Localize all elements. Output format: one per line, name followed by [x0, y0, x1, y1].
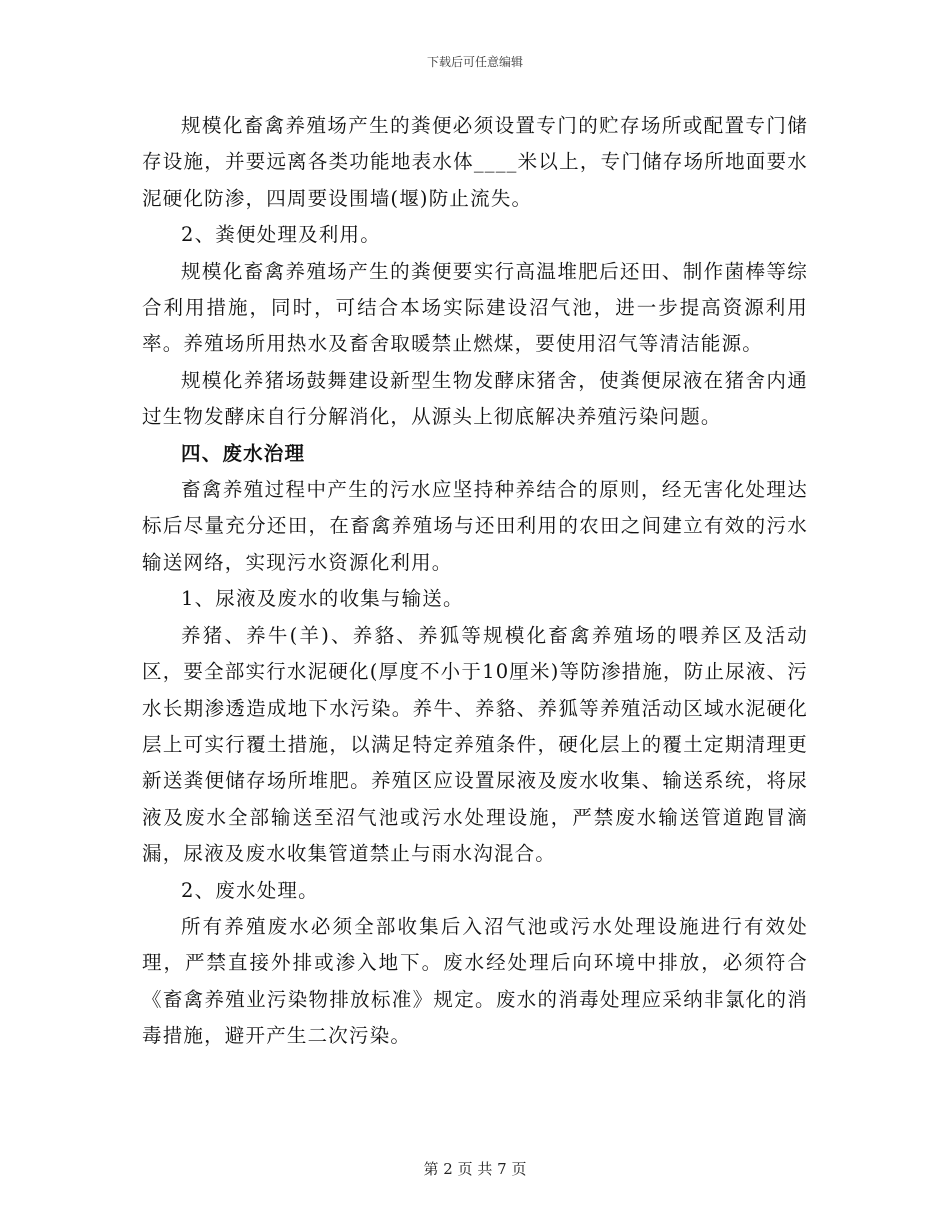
page-header: 下载后可任意编辑 — [426, 55, 523, 69]
subheading-collection: 1、尿液及废水的收集与输送。 — [181, 587, 464, 611]
subheading-manure-treatment: 2、粪便处理及利用。 — [181, 223, 381, 247]
page-footer: 第 2 页 共 7 页 — [423, 1160, 527, 1178]
section-heading-wastewater: 四、废水治理 — [181, 441, 306, 465]
subheading-wastewater-treatment: 2、废水处理。 — [181, 878, 319, 902]
paragraph-collection: 养猪、养牛(羊)、养貉、养狐等规模化畜禽养殖场的喂养区及活动区，要全部实行水泥硬化(厚度不小于10厘米)等防渗措施，防止尿液、污水长期渗透造成地下水污染。养牛、养貉、养狐等养殖活动区域水泥硬化层上可实行覆土措施，以满足特定养殖条件，硬化层上的覆土定期清理更新送粪便储存场所堆肥。养殖区应设置尿液及废水收集、输送系统，将尿液及废水全部输送至沼气池或污水处理设施，严禁废水输送管道跑冒滴漏，尿液及废水收集管道禁止与雨水沟混合。 — [142, 623, 808, 866]
paragraph-wastewater-principle: 畜禽养殖过程中产生的污水应坚持种养结合的原则，经无害化处理达标后尽量充分还田，在畜禽养殖场与还田利用的农田之间建立有效的污水输送网络，实现污水资源化利用。 — [142, 478, 808, 574]
paragraph-manure-utilization: 规模化畜禽养殖场产生的粪便要实行高温堆肥后还田、制作菌棒等综合利用措施，同时，可结合本场实际建设沼气池，进一步提高资源利用率。养殖场所用热水及畜舍取暖禁止燃煤，要使用沼气等清洁能源。 — [142, 259, 808, 356]
paragraph-fermentation-bed: 规模化养猪场鼓舞建设新型生物发酵床猪舍，使粪便尿液在猪舍内通过生物发酵床自行分解消化，从源头上彻底解决养殖污染问题。 — [142, 368, 808, 429]
paragraph-wastewater-treatment: 所有养殖废水必须全部收集后入沼气池或污水处理设施进行有效处理，严禁直接外排或渗入地下。废水经处理后向环境中排放，必须符合《畜禽养殖业污染物排放标准》规定。废水的消毒处理应采纳非氯化的消毒措施，避开产生二次污染。 — [142, 914, 808, 1048]
document-body — [142, 108, 808, 1055]
paragraph-storage: 规模化畜禽养殖场产生的粪便必须设置专门的贮存场所或配置专门储存设施，并要远离各类功能地表水体____米以上，专门储存场所地面要水泥硬化防渗，四周要设围墙(堰)防止流失。 — [142, 114, 808, 210]
